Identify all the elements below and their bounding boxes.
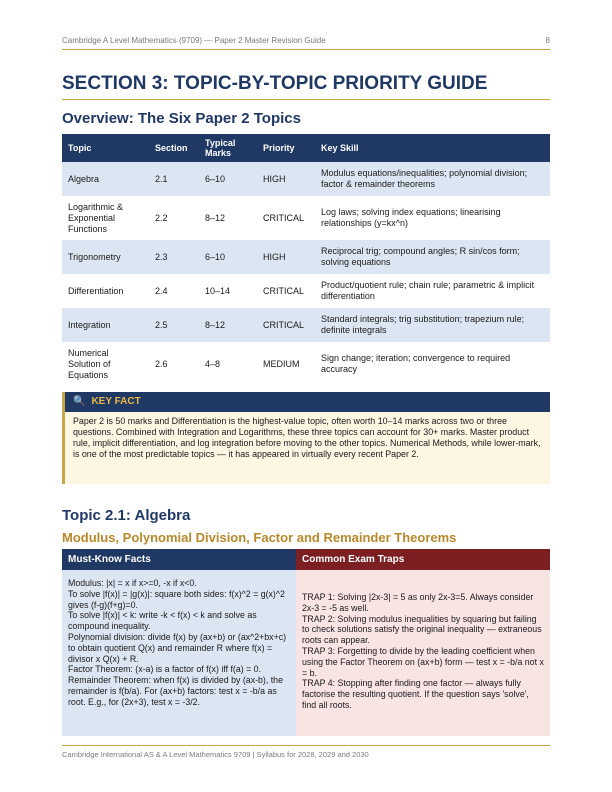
cell-marks: 8–12 [199, 196, 257, 240]
must-know-facts-column [62, 549, 296, 736]
key-fact-body: Paper 2 is 50 marks and Differentiation is the highest-value topic, often worth 10–14 marks across two or three questions. Combined with Integration and Logarithms, these three topics can account for 30+ marks. Master product rule, implicit differentiation, and log integration before moving to the other topics. Numerical Methods, while lower-mark, is one of the most predictable topics — it has appeared in virtually every recent Paper 2. [73, 416, 541, 459]
cell-skill: Sign change; iteration; convergence to required accuracy [315, 342, 550, 386]
cell-marks: 6–10 [199, 240, 257, 274]
trap-item: TRAP 4: Stopping after finding one factor — always fully factorise the resulting quotient. If the question says 'solve', find all roots. [302, 678, 529, 710]
column-header-marks: Typical Marks [199, 134, 257, 162]
cell-skill: Reciprocal trig; compound angles; R sin/cos form; solving equations [315, 240, 550, 274]
magnifier-icon: 🔍 [73, 396, 86, 407]
cell-section: 2.5 [149, 308, 199, 342]
cell-priority: CRITICAL [257, 308, 315, 342]
fact-item: To solve |f(x)| < k: write -k < f(x) < k and solve as compound inequality. [68, 610, 257, 632]
table-row [62, 162, 550, 196]
cell-topic: Algebra [62, 162, 149, 196]
table-row [62, 274, 550, 308]
cell-section: 2.1 [149, 162, 199, 196]
page-footer: Cambridge International AS & A Level Mathematics 9709 | Syllabus for 2028, 2029 and 2030 [62, 745, 550, 759]
cell-topic: Differentiation [62, 274, 149, 308]
exam-traps-list [296, 570, 550, 711]
trap-item: TRAP 3: Forgetting to divide by the leading coefficient when using the Factor Theorem on (ax+b) form — test x = -b/a not x = b. [302, 645, 544, 678]
topics-table [62, 134, 550, 386]
column-header-priority: Priority [257, 134, 315, 162]
column-header-section: Section [149, 134, 199, 162]
cell-marks: 10–14 [199, 274, 257, 308]
key-fact-header [65, 392, 550, 412]
topic-subheading: Modulus, Polynomial Division, Factor and Remainder Theorems [62, 530, 457, 545]
table-row [62, 308, 550, 342]
cell-skill: Log laws; solving index equations; linearising relationships (y=kx^n) [315, 196, 550, 240]
cell-marks: 4–8 [199, 342, 257, 386]
cell-topic: Trigonometry [62, 240, 149, 274]
exam-traps-heading: Common Exam Traps [296, 549, 550, 570]
cell-section: 2.6 [149, 342, 199, 386]
key-fact-callout [62, 392, 550, 484]
facts-traps-panel [62, 549, 550, 736]
cell-skill: Standard integrals; trig substitution; trapezium rule; definite integrals [315, 308, 550, 342]
cell-priority: HIGH [257, 240, 315, 274]
cell-section: 2.3 [149, 240, 199, 274]
topic-heading: Topic 2.1: Algebra [62, 507, 191, 524]
fact-item: Remainder Theorem: when f(x) is divided by (ax-b), the remainder is f(b/a). For (ax+b) factors: test x = -b/a as root. E.g., for (2x+3), test x = -3/2. [68, 675, 283, 707]
cell-skill: Product/quotient rule; chain rule; parametric & implicit differentiation [315, 274, 550, 308]
cell-priority: CRITICAL [257, 274, 315, 308]
column-header-topic: Topic [62, 134, 149, 162]
table-header-row [62, 134, 550, 162]
running-header [62, 36, 550, 50]
fact-item: Polynomial division: divide f(x) by (ax+b) or (ax^2+bx+c) to obtain quotient Q(x) and remainder R where f(x) = divisor x Q(x) + R. [68, 631, 287, 664]
column-header-skill: Key Skill [315, 134, 550, 162]
fact-item: To solve |f(x)| = |g(x)|: square both sides: f(x)^2 = g(x)^2 gives (f-g)(f+g)=0. [68, 588, 285, 610]
table-row [62, 342, 550, 386]
table-row [62, 240, 550, 274]
must-know-facts-heading: Must-Know Facts [62, 549, 296, 570]
cell-priority: MEDIUM [257, 342, 315, 386]
cell-priority: CRITICAL [257, 196, 315, 240]
header-title: Cambridge A Level Mathematics (9709) — Paper 2 Master Revision Guide [62, 36, 326, 45]
key-fact-title: KEY FACT [91, 396, 141, 407]
cell-skill: Modulus equations/inequalities; polynomial division; factor & remainder theorems [315, 162, 550, 196]
overview-heading: Overview: The Six Paper 2 Topics [62, 110, 301, 127]
trap-item: TRAP 1: Solving |2x-3| = 5 as only 2x-3=5. Always consider 2x-3 = -5 as well. [302, 592, 534, 613]
table-row [62, 196, 550, 240]
cell-marks: 6–10 [199, 162, 257, 196]
page-number: 8 [545, 36, 550, 45]
cell-marks: 8–12 [199, 308, 257, 342]
cell-priority: HIGH [257, 162, 315, 196]
section-title: SECTION 3: TOPIC-BY-TOPIC PRIORITY GUIDE [62, 73, 550, 100]
cell-section: 2.4 [149, 274, 199, 308]
cell-topic: Logarithmic & Exponential Functions [62, 196, 149, 240]
trap-item: TRAP 2: Solving modulus inequalities by squaring but failing to check solutions satisfy the original inequality — extraneous roots can appear. [302, 613, 542, 646]
exam-traps-column [296, 549, 550, 736]
cell-topic: Integration [62, 308, 149, 342]
fact-item: Modulus: |x| = x if x>=0, -x if x<0. [68, 578, 197, 588]
fact-item: Factor Theorem: (x-a) is a factor of f(x) iff f(a) = 0. [68, 664, 262, 675]
must-know-facts-list [62, 570, 296, 708]
cell-section: 2.2 [149, 196, 199, 240]
cell-topic: Numerical Solution of Equations [62, 342, 149, 386]
